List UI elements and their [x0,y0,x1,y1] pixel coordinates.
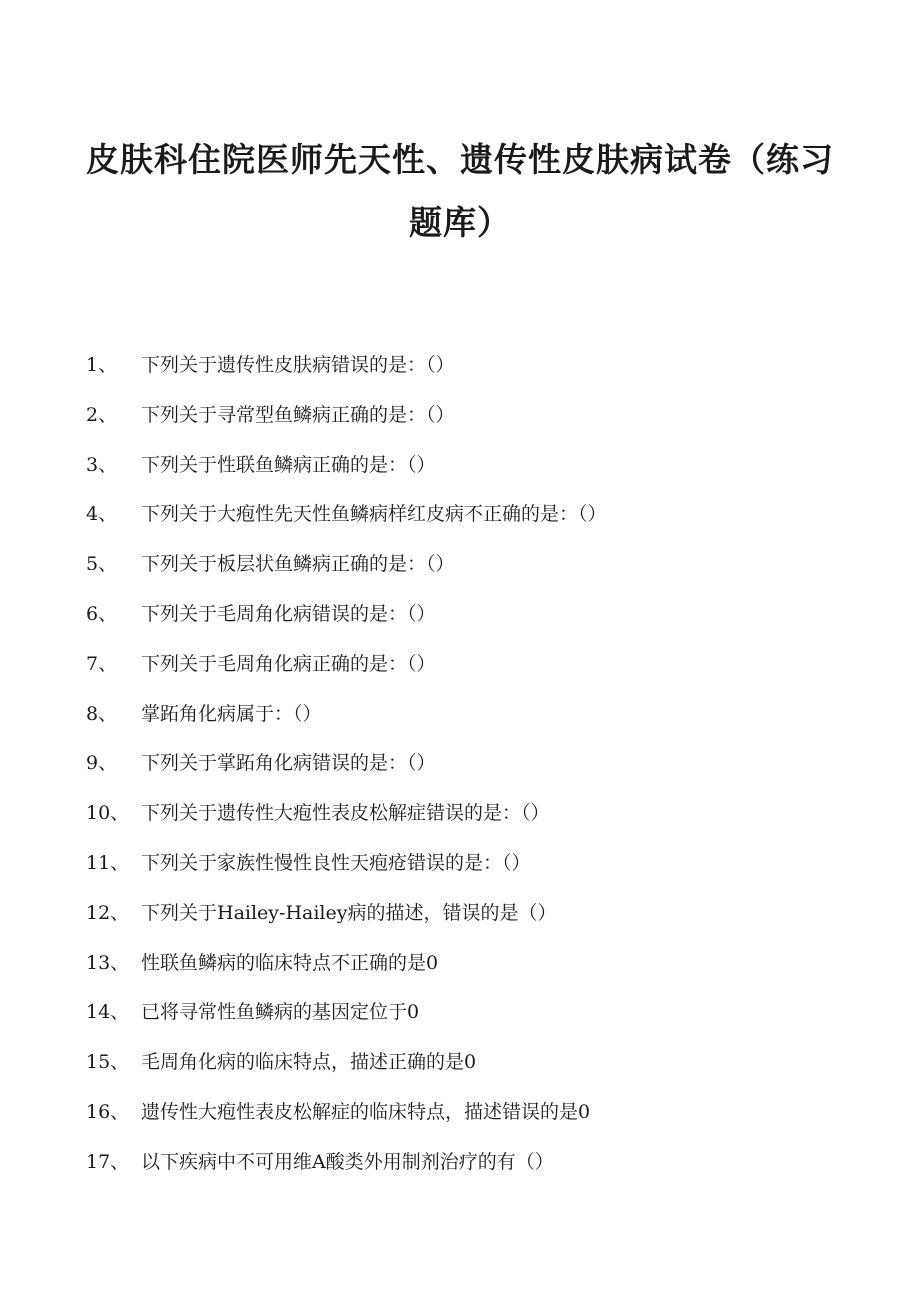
question-text: 遗传性大疱性表皮松解症的临床特点，描述错误的是0 [141,1100,591,1123]
question-text: 下列关于性联鱼鳞病正确的是：（） [141,453,436,476]
question-item [0,992,920,1042]
question-item [0,743,920,793]
question-text: 性联鱼鳞病的临床特点不正确的是0 [141,951,439,974]
question-number: 14、 [86,1001,130,1024]
question-number: 6、 [86,602,118,625]
question-number: 17、 [86,1150,130,1173]
question-number: 11、 [86,851,130,874]
question-text: 已将寻常性鱼鳞病的基因定位于0 [141,1001,420,1024]
question-text: 下列关于毛周角化病错误的是：（） [141,602,436,625]
question-number: 5、 [86,553,118,576]
question-item [0,1142,920,1192]
question-text: 下列关于板层状鱼鳞病正确的是：（） [141,553,455,576]
question-text: 下列关于掌跖角化病错误的是：（） [141,752,436,775]
title-line-1: 皮肤科住院医师先天性、遗传性皮肤病试卷（练习 [86,140,834,179]
question-number: 4、 [86,503,118,526]
question-number: 7、 [86,652,118,675]
title-line-2: 题库） [409,203,511,242]
question-list [0,345,920,1192]
question-item [0,594,920,644]
question-number: 2、 [86,403,118,426]
question-number: 12、 [86,901,130,924]
question-item [0,494,920,544]
question-text: 下列关于Hailey-Hailey病的描述，错误的是（） [141,901,557,924]
question-text: 下列关于大疱性先天性鱼鳞病样红皮病不正确的是：（） [141,503,607,526]
question-item [0,793,920,843]
question-item [0,395,920,445]
question-text: 下列关于家族性慢性良性天疱疮错误的是：（） [141,851,531,874]
question-number: 1、 [86,354,118,376]
question-text: 掌跖角化病属于：（） [141,702,322,725]
question-item [0,694,920,744]
question-item [0,893,920,943]
question-item [0,445,920,495]
question-text: 下列关于遗传性大疱性表皮松解症错误的是：（） [141,802,550,825]
question-text: 毛周角化病的临床特点，描述正确的是0 [141,1051,477,1074]
question-item [0,943,920,993]
question-text: 下列关于寻常型鱼鳞病正确的是：（） [141,403,455,426]
question-number: 13、 [86,951,130,974]
question-number: 9、 [86,752,118,775]
question-number: 3、 [86,453,118,476]
question-number: 15、 [86,1051,130,1074]
question-number: 10、 [86,802,130,825]
question-item [0,544,920,594]
question-item [0,1092,920,1142]
question-item [0,843,920,893]
question-number: 16、 [86,1100,130,1123]
question-text: 下列关于毛周角化病正确的是：（） [141,652,436,675]
document-title [60,128,860,254]
question-item [0,345,920,395]
question-item [0,1042,920,1092]
question-text: 下列关于遗传性皮肤病错误的是：（） [141,354,455,376]
question-number: 8、 [86,702,118,725]
question-text: 以下疾病中不可用维A酸类外用制剂治疗的有（） [141,1150,554,1173]
question-item [0,644,920,694]
